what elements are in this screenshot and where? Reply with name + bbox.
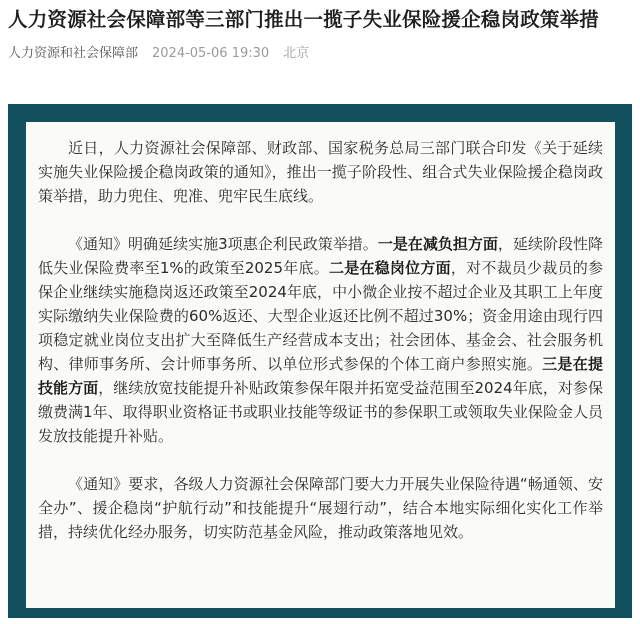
article-title: 人力资源社会保障部等三部门推出一揽子失业保险援企稳岗政策举措 — [8, 8, 600, 31]
paragraph-measures — [38, 232, 603, 448]
paragraph-text: ，继续放宽技能提升补贴政策参保年限并拓宽受益范围至2024年底，对参保缴费满1年、取得职业资格证书或职业技能等级证书的参保职工或领取失业保险金人员发放技能提升补贴。 — [38, 379, 603, 445]
paragraph-requirements: 《通知》要求，各级人力资源社会保障部门要大力开展失业保险待遇“畅通领、安全办”、援企稳岗“护航行动”和技能提升“展翅行动”，结合本地实际细化实化工作举措，持续优化经办服务，切实防范基金风险，推动政策落地见效。 — [38, 475, 603, 541]
paragraph-text: ，对不裁员少裁员的参保企业继续实施稳岗返还政策至2024年底，中小微企业按不超过企业及其职工上年度实际缴纳失业保险费的60%返还、大型企业返还比例不超过30%；资金用途由现行四项稳定就业岗位支出扩大至降低生产经营成本支出；社会团体、基金会、社会服务机构、律师事务所、会计师事务所、以单位形式参保的个体工商户参照实施。 — [38, 259, 603, 373]
article-source[interactable]: 人力资源和社会保障部 — [8, 46, 139, 61]
article-location: 北京 — [283, 46, 310, 61]
emphasis-text: 二是在稳岗位方面 — [328, 259, 451, 277]
article-body — [26, 122, 615, 608]
paragraph-intro: 近日，人力资源社会保障部、财政部、国家税务总局三部门联合印发《关于延续实施失业保险援企稳岗政策的通知》，推出一揽子阶段性、组合式失业保险援企稳岗政策举措，助力兜住、兜准、兜牢民生底线。 — [38, 139, 603, 205]
paragraph-text: 《通知》明确延续实施3项惠企利民政策举措。 — [68, 235, 378, 253]
article-date: 2024-05-06 19:30 — [152, 46, 270, 61]
article-frame — [8, 104, 632, 618]
paragraph-text: ，延续阶段性降低失业保险费率至1%的政策至2025年底。 — [38, 235, 603, 277]
emphasis-text: 三是在提技能方面 — [38, 355, 603, 397]
emphasis-text: 一是在减负担方面 — [377, 235, 498, 253]
article-meta — [8, 44, 309, 64]
